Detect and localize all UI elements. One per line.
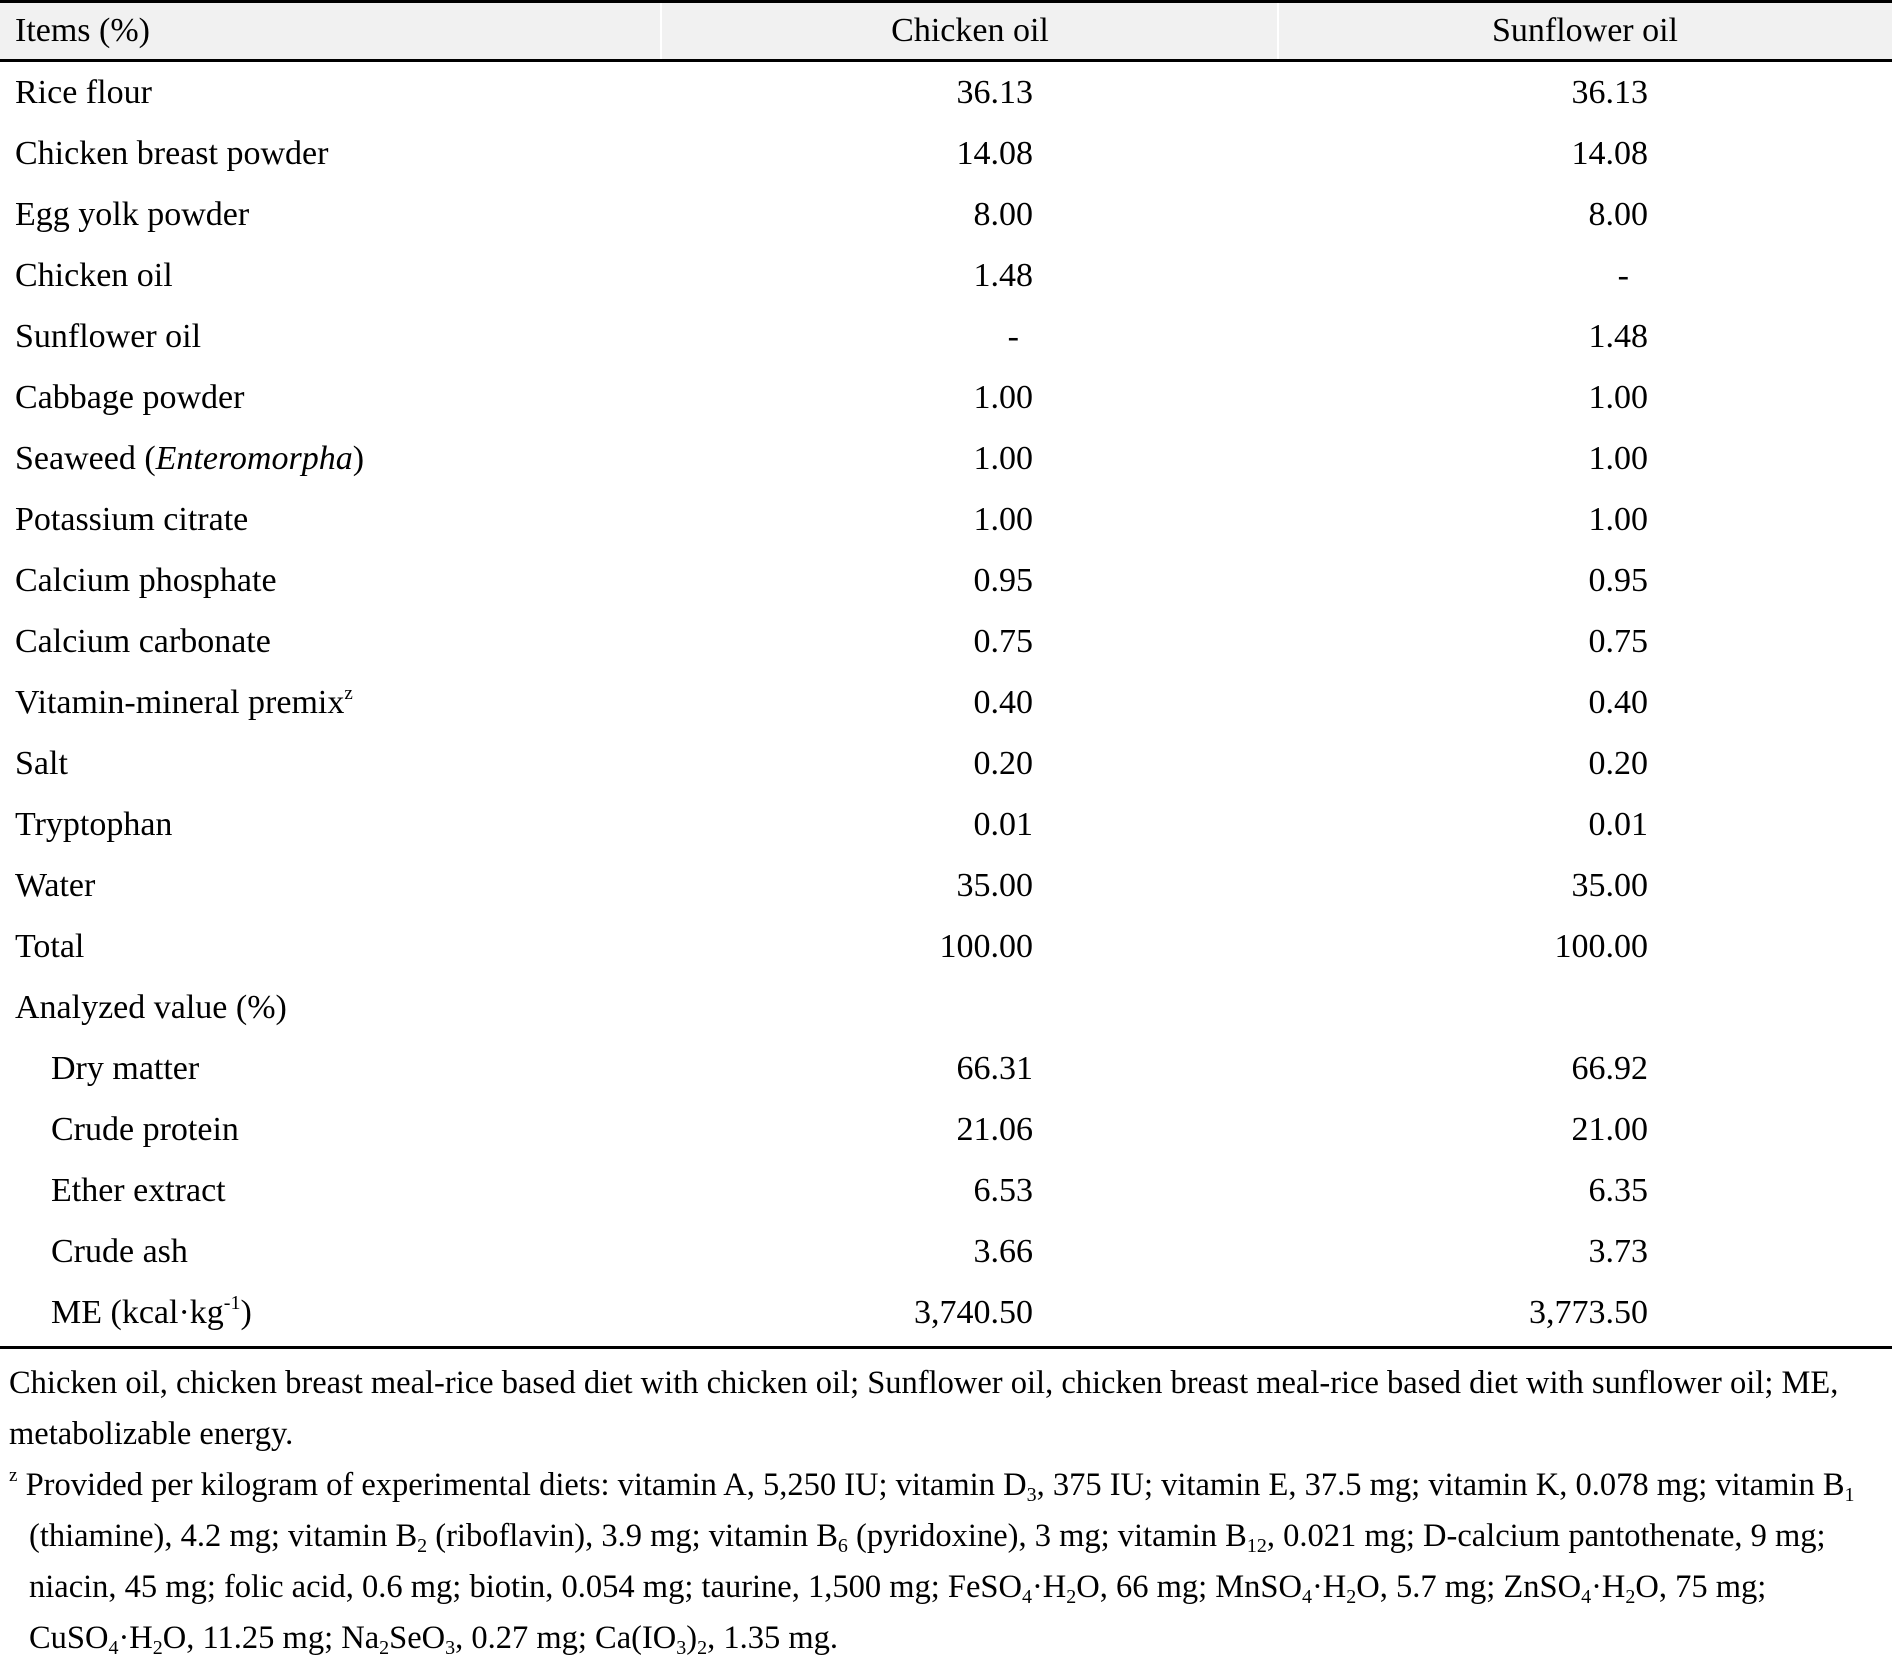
header-items: Items (%) <box>15 12 151 49</box>
row-label: Dry matter <box>51 1050 200 1087</box>
row-label <box>15 428 364 489</box>
section-label: Analyzed value (%) <box>15 989 287 1026</box>
bottom-rule <box>0 1346 1892 1349</box>
row-label <box>51 1282 252 1343</box>
chicken-oil-value: 35.00 <box>956 867 1033 904</box>
chicken-oil-value: 6.53 <box>973 1172 1033 1209</box>
table-row <box>0 855 1892 916</box>
footnote-text: ·H <box>1311 1569 1347 1605</box>
footnote-text: (riboflavin), 3.9 mg; vitamin B <box>427 1518 838 1554</box>
sunflower-oil-value: 0.01 <box>1588 806 1648 843</box>
row-label: Salt <box>15 745 68 782</box>
chicken-oil-value: 21.06 <box>956 1111 1033 1148</box>
row-label: Calcium phosphate <box>15 562 277 599</box>
sunflower-oil-value: 0.40 <box>1588 684 1648 721</box>
sunflower-oil-value: 3,773.50 <box>1529 1294 1648 1331</box>
footnote-text: , 375 IU; vitamin E, 37.5 mg; vitamin K, 0.078 mg; vitamin B <box>1036 1467 1845 1503</box>
subscript: 4 <box>108 1637 119 1659</box>
row-label: Total <box>15 928 85 965</box>
label-text: ME (kcal·kg <box>51 1294 224 1331</box>
subscript: 6 <box>837 1535 848 1557</box>
table-row <box>0 672 1892 733</box>
header-sunflower-oil: Sunflower oil <box>1491 12 1679 49</box>
sunflower-oil-value: 0.95 <box>1588 562 1648 599</box>
table-notes <box>9 1358 1889 1664</box>
chicken-oil-value: 36.13 <box>956 74 1033 111</box>
table-row <box>0 489 1892 550</box>
table-row <box>0 733 1892 794</box>
table-row <box>0 794 1892 855</box>
subscript: 12 <box>1246 1535 1267 1557</box>
chicken-oil-value: 1.00 <box>973 501 1033 538</box>
footnote-text: O, 75 mg; CuSO <box>29 1569 1767 1656</box>
chicken-oil-value: 0.95 <box>973 562 1033 599</box>
row-label: Crude ash <box>51 1233 188 1270</box>
footnote-marker: z <box>344 683 353 704</box>
chicken-oil-value: 3.66 <box>973 1233 1033 1270</box>
table-row <box>0 550 1892 611</box>
footnote-z <box>9 1460 1889 1664</box>
sunflower-oil-value: 1.48 <box>1588 318 1648 355</box>
section-row <box>0 977 1892 1038</box>
footnote-text: ·H <box>1591 1569 1626 1605</box>
row-label: Potassium citrate <box>15 501 249 538</box>
footnote-text: , 1.35 mg. <box>707 1620 839 1656</box>
subscript: 3 <box>1026 1484 1037 1506</box>
subscript: 2 <box>697 1637 708 1659</box>
row-label: Sunflower oil <box>15 318 202 355</box>
subscript: 2 <box>152 1637 163 1659</box>
subscript: 2 <box>379 1637 390 1659</box>
chicken-oil-value: 0.75 <box>973 623 1033 660</box>
table-row <box>0 916 1892 977</box>
chicken-oil-value: - <box>1007 318 1019 355</box>
label-text: ) <box>352 440 365 477</box>
row-label: Chicken breast powder <box>15 135 329 172</box>
chicken-oil-value: 3,740.50 <box>914 1294 1033 1331</box>
label-text: Vitamin-mineral premix <box>15 684 345 721</box>
subscript: 2 <box>1625 1586 1636 1608</box>
chicken-oil-value: 0.20 <box>973 745 1033 782</box>
table-row <box>0 1282 1892 1343</box>
table-row <box>0 184 1892 245</box>
footnote-text: ·H <box>118 1620 153 1656</box>
sunflower-oil-value: 66.92 <box>1571 1050 1648 1087</box>
sunflower-oil-value: 100.00 <box>1554 928 1648 965</box>
subscript: 1 <box>1844 1484 1855 1506</box>
row-label: Crude protein <box>51 1111 239 1148</box>
footnote-text: (pyridoxine), 3 mg; vitamin B <box>847 1518 1247 1554</box>
table-row <box>0 1160 1892 1221</box>
subscript: 3 <box>445 1637 456 1659</box>
sunflower-oil-value: 36.13 <box>1571 74 1648 111</box>
sunflower-oil-value: 3.73 <box>1588 1233 1648 1270</box>
subscript: 3 <box>676 1637 687 1659</box>
subscript: 2 <box>1066 1586 1077 1608</box>
footnote-text: O, 5.7 mg; ZnSO <box>1356 1569 1582 1605</box>
row-label: Chicken oil <box>15 257 173 294</box>
table-row <box>0 62 1892 123</box>
subscript: 2 <box>1346 1586 1357 1608</box>
footnote-text: ·H <box>1031 1569 1067 1605</box>
footnote-text: ) <box>686 1620 698 1656</box>
chicken-oil-value: 1.00 <box>973 379 1033 416</box>
row-label: Calcium carbonate <box>15 623 271 660</box>
footnote-text: , 0.021 mg; D-calcium pantothenate, 9 mg; niacin, 45 mg; folic acid, 0.6 mg; biotin, 0.054 mg; taurine, 1,500 mg; FeSO <box>29 1518 1826 1605</box>
sunflower-oil-value: - <box>1617 257 1629 294</box>
subscript: 4 <box>1581 1586 1592 1608</box>
table-row <box>0 1099 1892 1160</box>
table-row <box>0 611 1892 672</box>
exponent: -1 <box>223 1292 241 1314</box>
chicken-oil-value: 0.40 <box>973 684 1033 721</box>
chicken-oil-value: 1.48 <box>973 257 1033 294</box>
abbreviation-note: Chicken oil, chicken breast meal-rice based diet with chicken oil; Sunflower oil, chicken breast meal-rice based diet with sunflower oil; ME, metabolizable energy. <box>9 1365 1839 1452</box>
footnote-text: SeO <box>389 1620 446 1656</box>
table-row <box>0 1038 1892 1099</box>
sunflower-oil-value: 0.75 <box>1588 623 1648 660</box>
row-label: Cabbage powder <box>15 379 245 416</box>
label-text: ) <box>240 1294 252 1331</box>
sunflower-oil-value: 1.00 <box>1588 440 1648 477</box>
chicken-oil-value: 14.08 <box>956 135 1033 172</box>
table-row <box>0 1221 1892 1282</box>
sunflower-oil-value: 1.00 <box>1588 501 1648 538</box>
table-row <box>0 123 1892 184</box>
species-name: Enteromorpha <box>155 440 353 477</box>
subscript: 2 <box>417 1535 428 1557</box>
header-chicken-oil: Chicken oil <box>891 12 1049 49</box>
footnote-text: Provided per kilogram of experimental diets: vitamin A, 5,250 IU; vitamin D <box>25 1467 1027 1503</box>
chicken-oil-value: 66.31 <box>956 1050 1033 1087</box>
sunflower-oil-value: 6.35 <box>1588 1172 1648 1209</box>
row-label: Tryptophan <box>15 806 173 843</box>
sunflower-oil-value: 8.00 <box>1588 196 1648 233</box>
table-header <box>0 3 1892 62</box>
footnote-text: O, 11.25 mg; Na <box>162 1620 380 1656</box>
table-row <box>0 306 1892 367</box>
sunflower-oil-value: 1.00 <box>1588 379 1648 416</box>
table-row <box>0 428 1892 489</box>
row-label <box>15 672 353 733</box>
sunflower-oil-value: 21.00 <box>1571 1111 1648 1148</box>
table-row <box>0 367 1892 428</box>
footnote-text: (thiamine), 4.2 mg; vitamin B <box>29 1518 418 1554</box>
row-label: Egg yolk powder <box>15 196 250 233</box>
footnote-text: O, 66 mg; MnSO <box>1076 1569 1302 1605</box>
row-label: Water <box>15 867 96 904</box>
sunflower-oil-value: 35.00 <box>1571 867 1648 904</box>
row-label: Ether extract <box>51 1172 226 1209</box>
footnote-text: , 0.27 mg; Ca(IO <box>455 1620 677 1656</box>
subscript: 4 <box>1021 1586 1032 1608</box>
table-row <box>0 245 1892 306</box>
sunflower-oil-value: 0.20 <box>1588 745 1648 782</box>
chicken-oil-value: 100.00 <box>939 928 1033 965</box>
chicken-oil-value: 8.00 <box>973 196 1033 233</box>
footnote-marker: z <box>9 1465 18 1486</box>
chicken-oil-value: 1.00 <box>973 440 1033 477</box>
sunflower-oil-value: 14.08 <box>1571 135 1648 172</box>
row-label: Rice flour <box>15 74 152 111</box>
chicken-oil-value: 0.01 <box>973 806 1033 843</box>
label-text: Seaweed ( <box>15 440 156 477</box>
subscript: 4 <box>1301 1586 1312 1608</box>
